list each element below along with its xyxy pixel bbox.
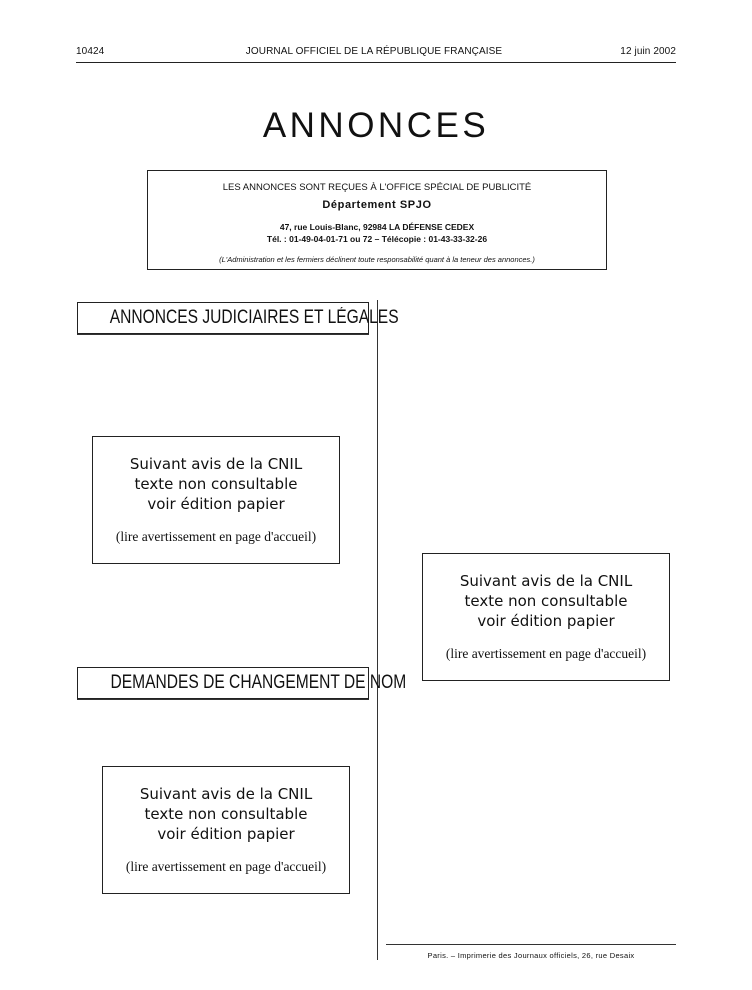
section-heading-changement-nom-label: DEMANDES DE CHANGEMENT DE NOM xyxy=(110,672,407,693)
cnil-notice-warning: (lire avertissement en page d'accueil) xyxy=(445,646,647,661)
info-address: 47, rue Louis-Blanc, 92984 LA DÉFENSE CEDEX xyxy=(279,222,475,232)
printer-imprint: Paris. – Imprimerie des Journaux officiels, 26, rue Desaix xyxy=(427,951,635,960)
page-number: 10424 xyxy=(76,46,105,57)
column-divider xyxy=(377,300,378,960)
cnil-notice-line: texte non consultable xyxy=(464,592,628,610)
cnil-notice-warning: (lire avertissement en page d'accueil) xyxy=(125,859,327,874)
info-phone: Tél. : 01-49-04-01-71 ou 72 – Télécopie : 01-43-33-32-26 xyxy=(266,234,488,244)
journal-title: JOURNAL OFFICIEL DE LA RÉPUBLIQUE FRANÇAISE xyxy=(245,46,503,57)
info-intro: LES ANNONCES SONT REÇUES À L'OFFICE SPÉCIAL DE PUBLICITÉ xyxy=(222,182,532,193)
publicity-office-box xyxy=(147,170,607,270)
cnil-notice-line: texte non consultable xyxy=(144,805,308,823)
cnil-notice-line: voir édition papier xyxy=(157,825,295,843)
cnil-notice-line: Suivant avis de la CNIL xyxy=(129,455,303,473)
cnil-notice-warning: (lire avertissement en page d'accueil) xyxy=(115,529,317,544)
section-heading-judiciaires xyxy=(77,302,399,334)
section-heading-judiciaires-label: ANNONCES JUDICIAIRES ET LÉGALES xyxy=(109,307,399,328)
section-underline xyxy=(77,699,369,700)
cnil-notice-line: Suivant avis de la CNIL xyxy=(139,785,313,803)
cnil-notice-line: voir édition papier xyxy=(147,495,285,513)
section-heading-changement-nom xyxy=(77,667,407,699)
cnil-notice-box xyxy=(92,436,340,564)
cnil-notice-box xyxy=(102,766,350,894)
cnil-notice-line: texte non consultable xyxy=(134,475,298,493)
section-underline xyxy=(77,334,369,335)
info-disclaimer: (L'Administration et les fermiers déclinent toute responsabilité quant à la teneur des annonces.) xyxy=(219,255,535,264)
header-rule xyxy=(76,62,676,63)
issue-date: 12 juin 2002 xyxy=(620,46,676,57)
footer-rule xyxy=(386,944,676,945)
cnil-notice-line: voir édition papier xyxy=(477,612,615,630)
page-title: ANNONCES xyxy=(262,106,490,145)
cnil-notice-box xyxy=(422,553,670,681)
info-department: Département SPJO xyxy=(322,199,432,211)
cnil-notice-line: Suivant avis de la CNIL xyxy=(459,572,633,590)
